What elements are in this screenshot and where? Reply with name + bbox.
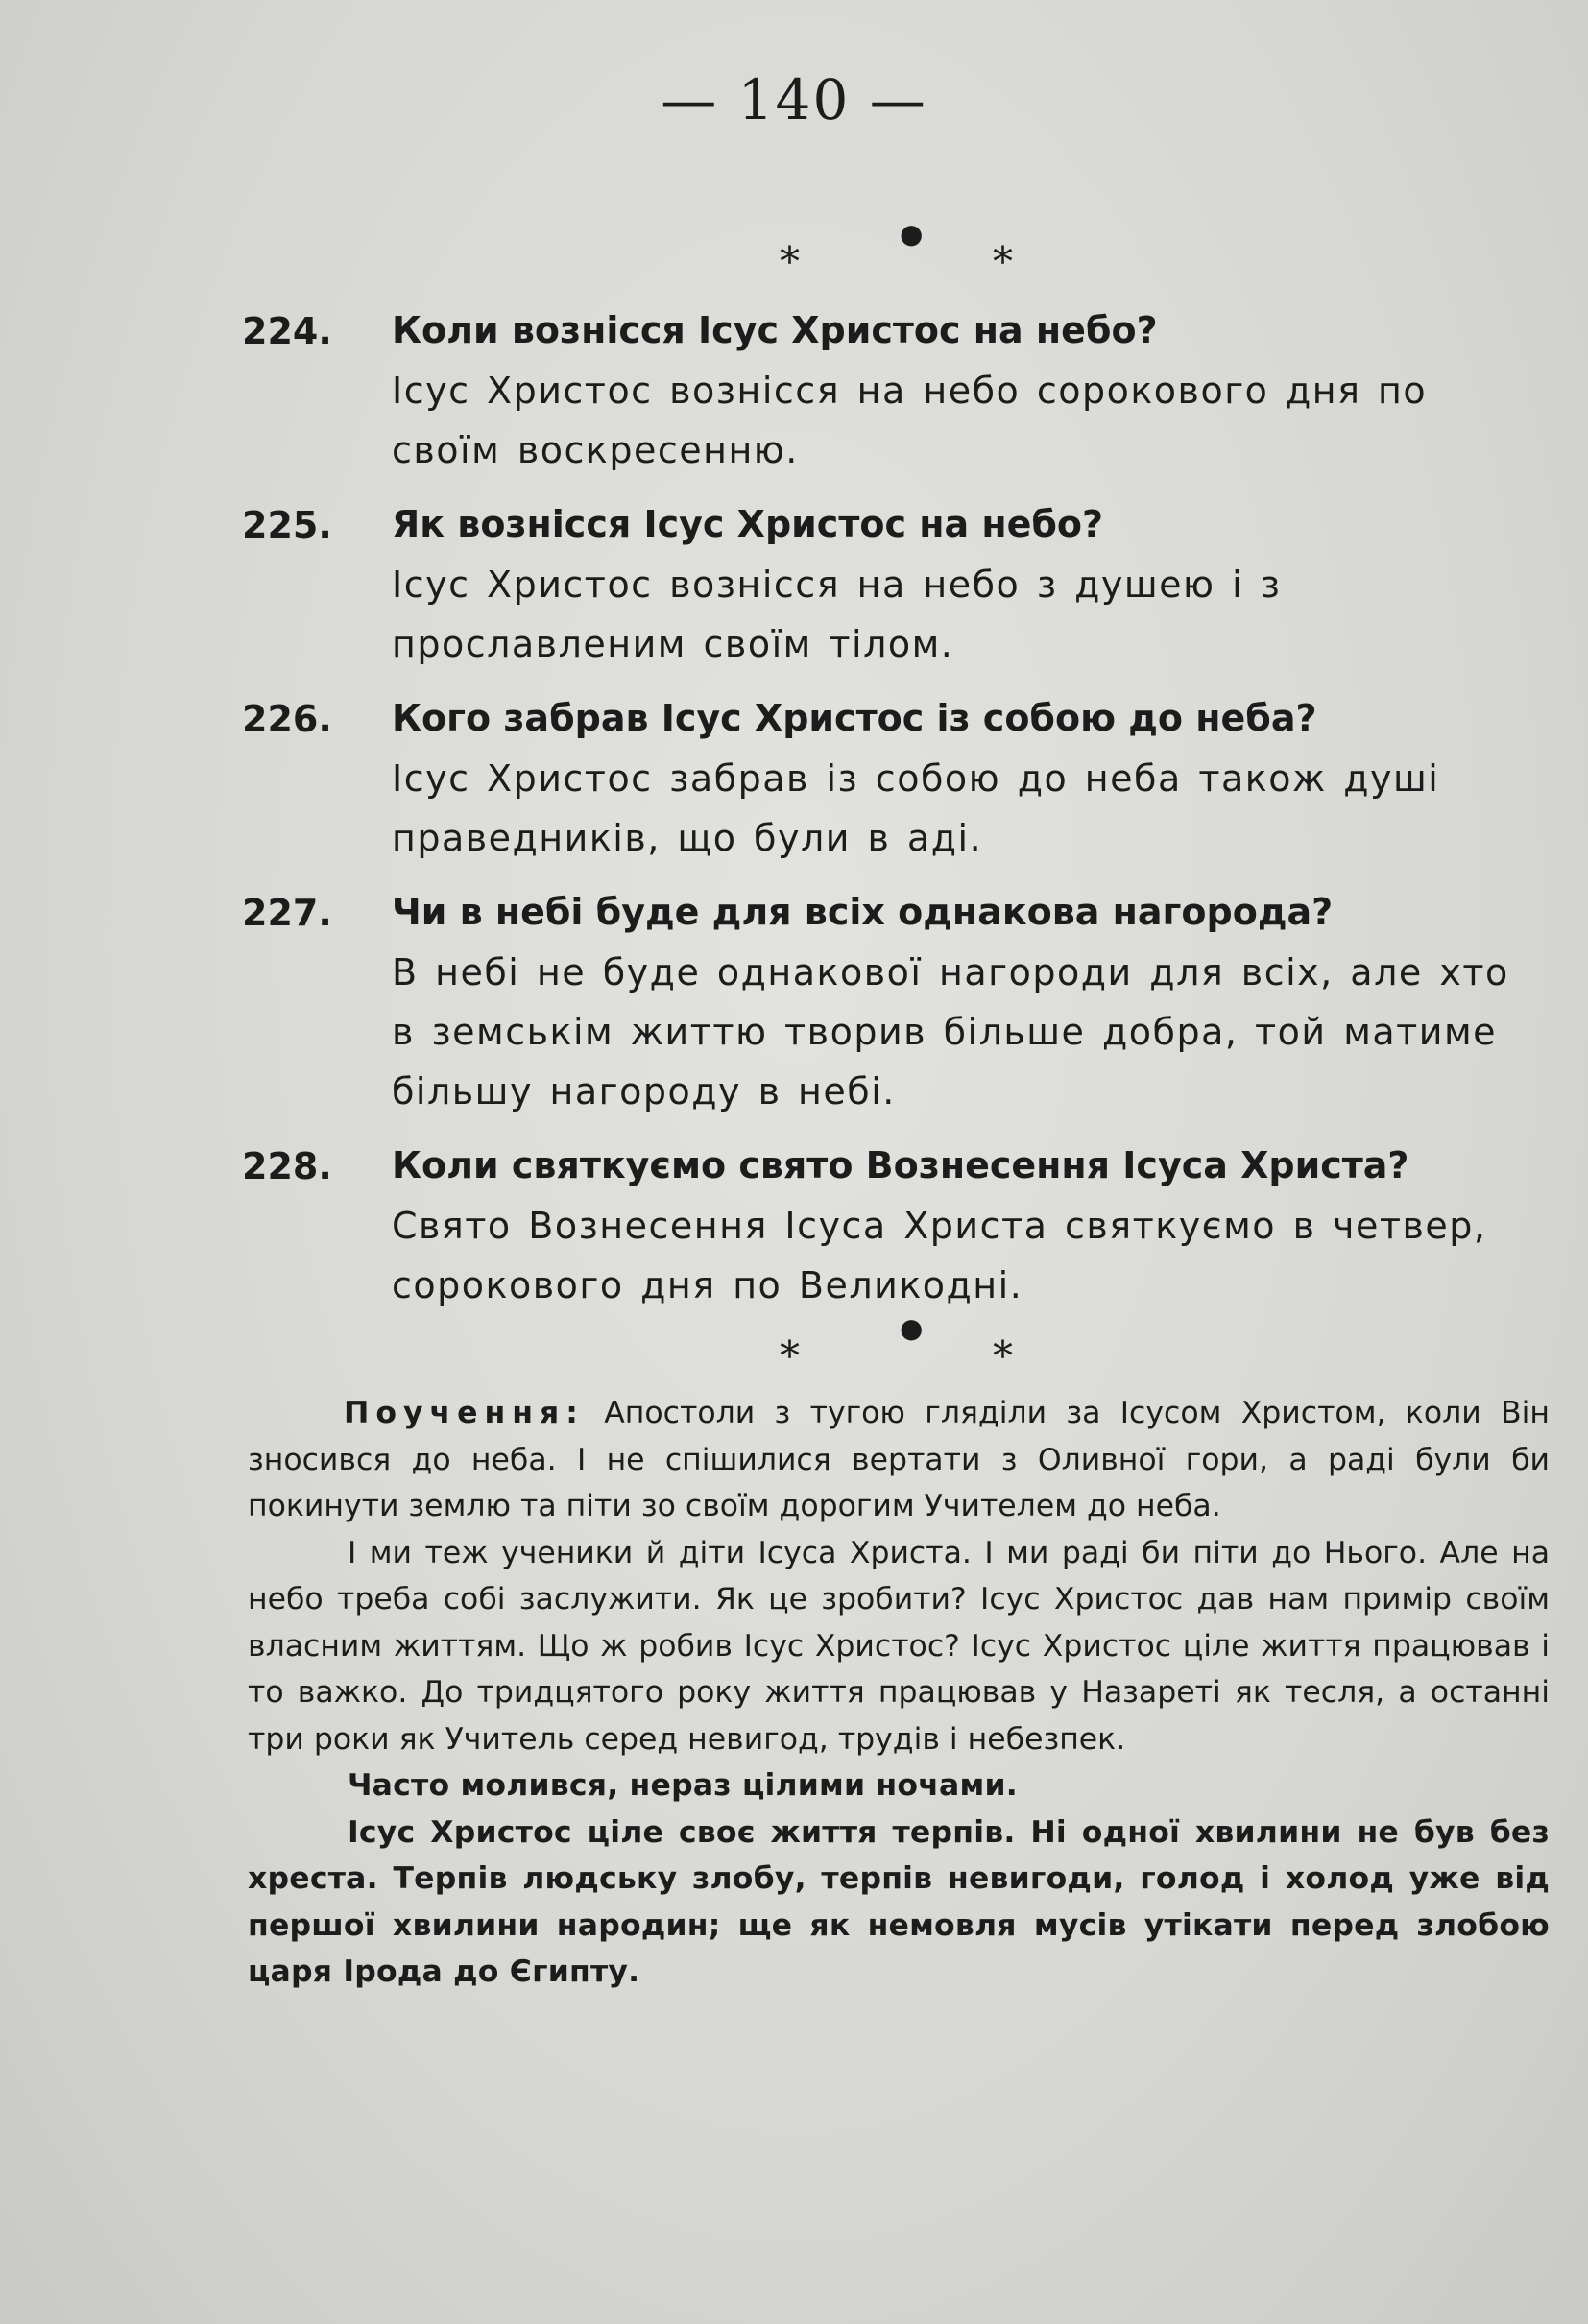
catechism-qa-list [0,299,1588,1329]
teaching-paragraph: Часто молився, нераз цілими ночами. [348,1768,1018,1803]
question-number: 228. [242,1145,332,1187]
teaching-paragraph: Ісус Христос ціле своє життя терпів. Ні одної хвилини не був без хреста. Терпів людську злобу, терпів невигоди, голод і холод уже від першої хвилини народин; ще як немовля мусів утікати перед злобою царя Ірода до Єгипту. [248,1814,1550,1989]
teaching-paragraph: І ми теж ученики й діти Ісуса Христа. І ми раді би піти до Нього. Але на небо треба собі заслужити. Як це зробити? Ісус Христос дав нам примір своїм власним життям. Що ж робив Ісус Христос? Ісус Христос ціле життя працював і то важко. До тридцятого року життя працював у Назареті як тесля, а останні три роки як Учитель серед невигод, трудів і небезпек. [248,1535,1550,1757]
qa-item [0,299,1588,480]
question-number: 224. [242,310,332,352]
separator-star-right: * [993,238,1013,285]
separator-dot: ● [900,1312,924,1344]
qa-item [0,493,1588,674]
separator-dot: ● [900,218,924,250]
question-text: Чи в небі буде для всіх однакова нагорода? [392,891,1334,933]
question-text: Коли вознісся Ісус Христос на небо? [392,309,1158,351]
answer-text: Ісус Христос забрав із собою до неба також душі праведників, що були в аді. [392,757,1440,859]
separator-star-left: * [780,1332,800,1379]
qa-item [0,881,1588,1121]
question-number: 226. [242,698,332,740]
question-number: 227. [242,892,332,934]
answer-text: Ісус Христос вознісся на небо сорокового дня по своїм воскресенню. [392,370,1428,471]
answer-text: Ісус Христос вознісся на небо з душею і з прославленим своїм тілом. [392,563,1282,665]
teaching-section [248,1390,1550,1996]
page-number: — 140 — [661,67,927,132]
qa-item [0,1135,1588,1315]
section-separator-bottom [0,1312,1588,1379]
answer-text: В небі не буде однакової нагороди для всіх, але хто в земськім життю творив більше добра, той матиме більшу нагороду в небі. [392,951,1509,1113]
question-number: 225. [242,504,332,546]
qa-item [0,687,1588,868]
section-separator-top [0,218,1588,285]
teaching-label: Поучення: [344,1396,585,1430]
question-text: Кого забрав Ісус Христос із собою до неба? [392,697,1317,739]
answer-text: Свято Вознесення Ісуса Христа святкуємо в четвер, сорокового дня по Великодні. [392,1205,1487,1306]
question-text: Коли святкуємо свято Вознесення Ісуса Христа? [392,1144,1409,1186]
teaching-paragraph-text: Апостоли з тугою гляділи за Ісусом Христом, коли Він зносився до неба. І не спішилися вертати з Оливної гори, а раді були би покинути землю та піти зо своїм дорогим Учителем до неба. [248,1396,1550,1523]
teaching-paragraph [248,1390,1550,1530]
separator-star-left: * [780,238,800,285]
question-text: Як вознісся Ісус Христос на небо? [392,503,1104,545]
separator-star-right: * [993,1332,1013,1379]
